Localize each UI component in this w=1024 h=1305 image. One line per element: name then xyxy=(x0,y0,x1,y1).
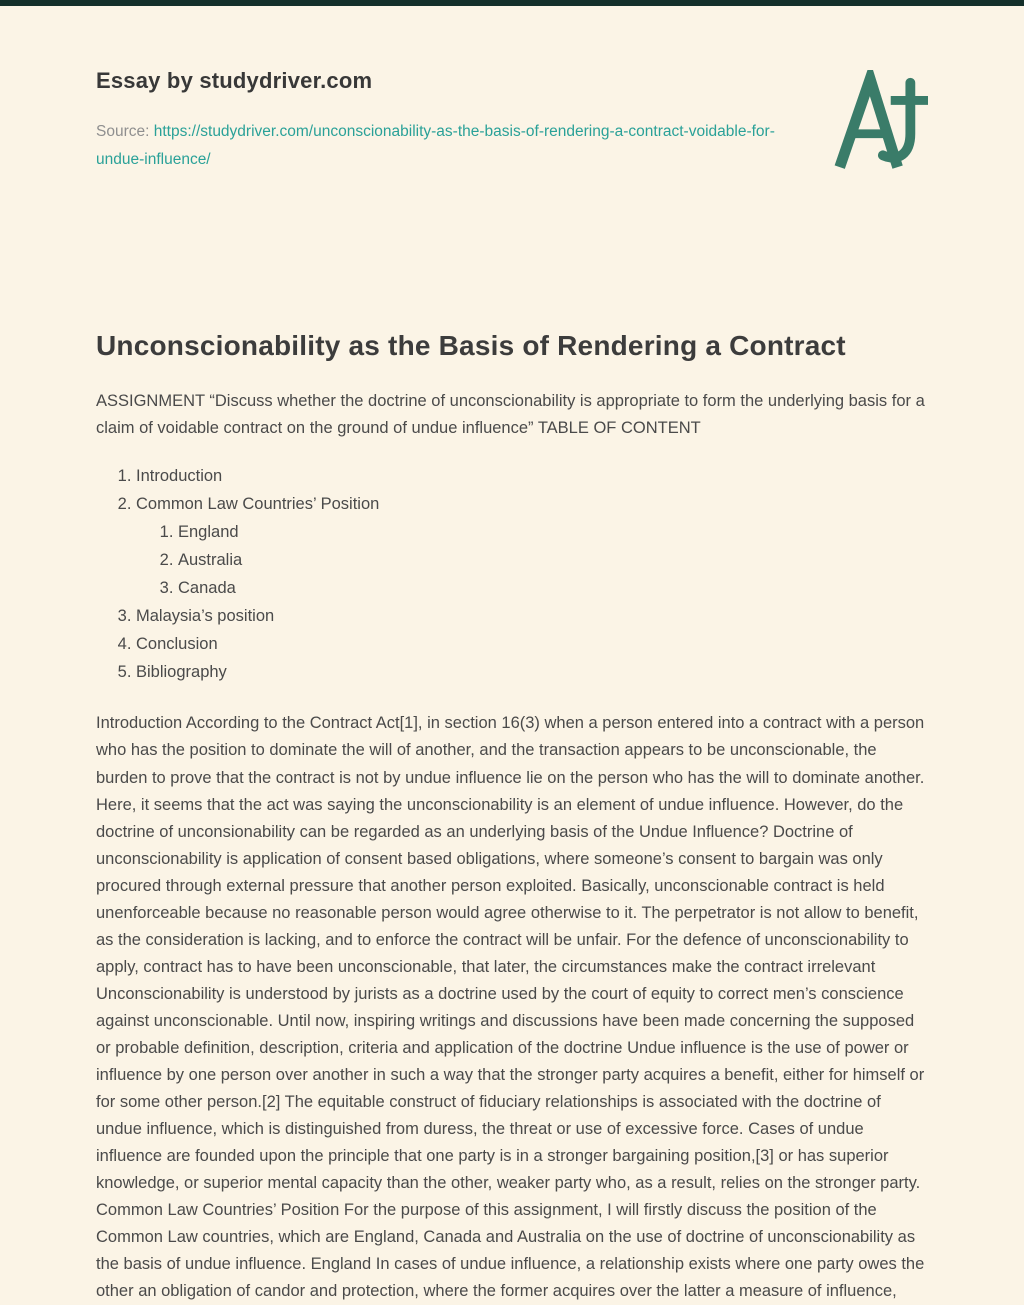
toc-item-label: Introduction xyxy=(136,467,223,486)
toc-item-label: Bibliography xyxy=(136,663,227,682)
toc-item-malaysia xyxy=(136,607,928,626)
toc-subitem-label: Australia xyxy=(178,551,243,570)
source-link[interactable]: https://studydriver.com/unconscionability-as-the-basis-of-rendering-a-contract-voidable-for-undue-influence/ xyxy=(96,123,775,168)
source-line xyxy=(96,118,776,174)
toc-subitem-australia xyxy=(178,551,928,570)
byline: Essay by studydriver.com xyxy=(96,68,373,93)
toc-item-common-law xyxy=(136,495,928,598)
toc-subitem-england xyxy=(178,523,928,542)
toc-item-introduction xyxy=(136,467,928,486)
toc-item-label: Malaysia’s position xyxy=(136,607,275,626)
toc-item-conclusion xyxy=(136,635,928,654)
assignment-intro: ASSIGNMENT “Discuss whether the doctrine of unconscionability is appropriate to form the underlying basis for a claim of voidable contract on the ground of undue influence” TABLE OF CONTENT xyxy=(96,392,925,437)
toc-sublist xyxy=(136,523,928,598)
toc-item-label: Conclusion xyxy=(136,635,218,654)
toc-subitem-label: Canada xyxy=(178,579,236,598)
source-label: Source: xyxy=(96,123,150,140)
page-header xyxy=(96,68,928,228)
toc-item-label: Common Law Countries’ Position xyxy=(136,495,380,514)
toc-subitem-canada xyxy=(178,579,928,598)
toc-subitem-label: England xyxy=(178,523,239,542)
studydriver-logo-icon xyxy=(826,70,928,174)
page-title: Unconscionability as the Basis of Rendering a Contract xyxy=(96,330,846,361)
table-of-contents xyxy=(96,467,928,682)
essay-page xyxy=(0,6,1024,1305)
essay-body: Introduction According to the Contract Act[1], in section 16(3) when a person entered into a contract with a person who has the position to dominate the will of another, and the transaction appears to be unconscionable, the burden to prove that the contract is not by undue influence lie on the person who has the will to dominate another. Here, it seems that the act was saying the unconscionability is an element of undue influence. However, do the doctrine of unconsionability can be regarded as an underlying basis of the Undue Influence? Doctrine of unconscionability is application of consent based obligations, where someone’s consent to bargain was only procured through external pressure that another person exploited. Basically, unconscionable contract is held unenforceable because no reasonable person would agree otherwise to it. The perpetrator is not allow to benefit, as the consideration is lacking, and to enforce the contract will be unfair. For the defence of unconscionability to apply, contract has to have been unconscionable, that later, the circumstances make the contract irrelevant Unconscionability is understood by jurists as a doctrine used by the court of equity to correct men’s conscience against unconscionable. Until now, inspiring writings and discussions have been made concerning the supposed or probable definition, description, criteria and application of the doctrine Undue influence is the use of power or influence by one person over another in such a way that the stronger party acquires a benefit, either for himself or for some other person.[2] The equitable construct of fiduciary relationships is associated with the doctrine of undue influence, which is distinguished from duress, the threat or use of excessive force. Cases of undue influence are founded upon the principle that one party is in a stronger bargaining position,[3] or has superior knowledge, or superior mental capacity than the other, weaker party who, as a result, relies on the stronger party. Common Law Countries’ Position For the purpose of this assignment, I will firstly discuss the position of the Common Law countries, which are England, Canada and Australia on the use of doctrine of unconscionability as the basis of undue influence. England In cases of undue influence, a relationship exists where one party owes the other an obligation of candor and protection, where the former acquires over the latter a measure of influence, xyxy=(96,714,925,1301)
toc-item-bibliography xyxy=(136,663,928,682)
